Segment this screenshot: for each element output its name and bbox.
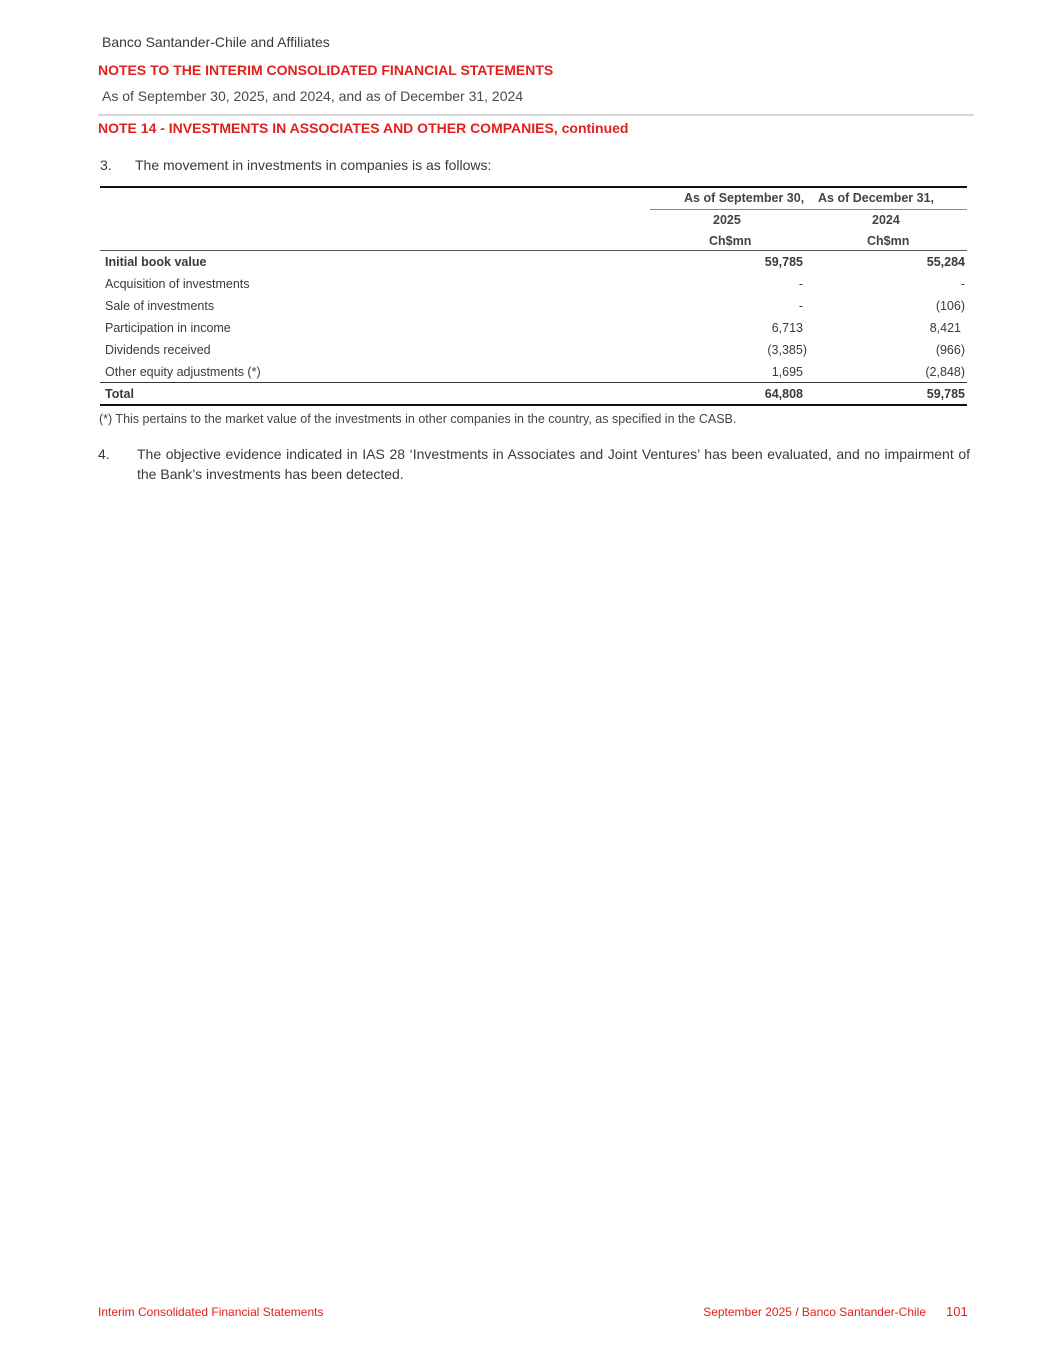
paragraph-3-number: 3. [100, 157, 112, 173]
table-row [100, 277, 967, 299]
row-label: Participation in income [105, 321, 231, 335]
row-value-2025: 6,713 [771, 321, 803, 335]
row-label: Other equity adjustments (*) [105, 365, 261, 379]
company-name: Banco Santander-Chile and Affiliates [102, 34, 330, 50]
row-value-2024: (2,848) [925, 365, 965, 379]
paragraph-4-text: The objective evidence indicated in IAS 28 ‘Investments in Associates and Joint Ventures’ has been evaluated, and no impairment of the Bank’s investments has been detected. [137, 446, 970, 482]
as-of-date: As of September 30, 2025, and 2024, and as of December 31, 2024 [102, 88, 524, 104]
row-value-2025: - [798, 299, 803, 313]
col2-year: 2024 [872, 213, 900, 227]
footer-right: September 2025 / Banco Santander-Chile [703, 1305, 926, 1319]
row-value-2024: (966) [935, 343, 965, 357]
row-label: Acquisition of investments [105, 277, 250, 291]
col1-header: As of September 30, [684, 191, 805, 205]
table-footnote: (*) This pertains to the market value of the investments in other companies in the country, as specified in the CASB. [99, 412, 737, 426]
page-number: 101 [946, 1304, 968, 1319]
row-value-2024: (106) [935, 299, 965, 313]
col1-unit: Ch$mn [709, 234, 752, 248]
total-rule [100, 382, 967, 383]
row-label: Sale of investments [105, 299, 215, 313]
paragraph-3 [100, 157, 491, 173]
header-divider [98, 114, 974, 116]
table-row [100, 299, 967, 321]
table-row [100, 343, 967, 365]
header-bottom-rule [100, 250, 967, 251]
row-value-2024: 8,421 [929, 321, 961, 335]
paragraph-3-text: The movement in investments in companies is as follows: [135, 157, 492, 173]
table-row [100, 365, 967, 387]
table-row [100, 255, 967, 277]
paragraph-4-number: 4. [98, 446, 110, 462]
row-value-2025: 59,785 [764, 255, 803, 269]
row-value-2025: - [798, 277, 803, 291]
col2-unit: Ch$mn [867, 234, 910, 248]
paragraph-4 [98, 444, 970, 484]
table-bottom-rule [100, 404, 967, 406]
header-sub-rule [650, 209, 967, 210]
row-value-2025: 1,695 [771, 365, 803, 379]
row-value-2024: - [960, 277, 965, 291]
row-value-2025: (3,385) [767, 343, 807, 357]
note-heading: NOTE 14 - INVESTMENTS IN ASSOCIATES AND OTHER COMPANIES, continued [98, 120, 629, 136]
row-label: Dividends received [105, 343, 211, 357]
col1-year: 2025 [713, 213, 741, 227]
row-value-2025: 64,808 [764, 387, 803, 401]
row-value-2024: 55,284 [926, 255, 965, 269]
footer-left: Interim Consolidated Financial Statements [98, 1305, 324, 1319]
col2-header: As of December 31, [818, 191, 935, 205]
notes-title: NOTES TO THE INTERIM CONSOLIDATED FINANCIAL STATEMENTS [98, 62, 554, 78]
table-top-rule [100, 186, 967, 188]
row-label: Total [105, 387, 134, 401]
table-row [100, 321, 967, 343]
row-label: Initial book value [105, 255, 207, 269]
row-value-2024: 59,785 [926, 387, 965, 401]
